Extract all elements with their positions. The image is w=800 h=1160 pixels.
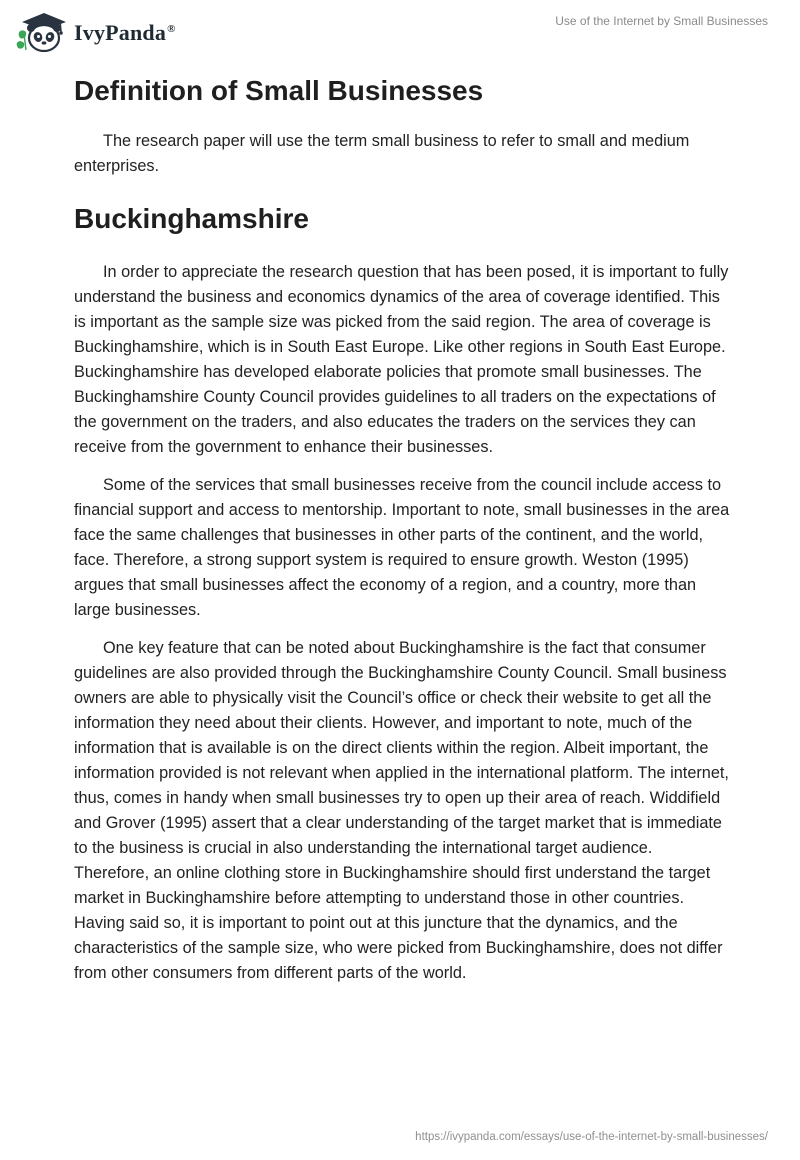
document-title: Use of the Internet by Small Businesses bbox=[555, 14, 768, 28]
page-header bbox=[0, 0, 800, 60]
section-heading: Definition of Small Businesses bbox=[74, 75, 484, 106]
paragraph: One key feature that can be noted about Buckinghamshire is the fact that consumer guidelines are also provided through the Buckinghamshire County Council. Small business owners are able to physically visit the Council’s office or check their website to get all the information they need about their clients. However, and important to note, much of the information that is available is on the direct clients within the region. Albeit important, the information provided is not relevant when applied in the international platform. The internet, thus, comes in handy when small businesses try to open up their area of reach. Widdifield and Grover (1995) assert that a clear understanding of the target market that is immediate to the business is crucial in also understanding the international target audience. Therefore, an online clothing store in Buckinghamshire should first understand the target market in Buckinghamshire before attempting to understand those in other countries. Having said so, it is important to point out at this juncture that the dynamics, and the characteristics of the sample size, who were picked from Buckinghamshire, does not differ from other consumers from different parts of the world. bbox=[74, 639, 729, 982]
brand-text: IvyPanda bbox=[74, 20, 167, 45]
registered-mark: ® bbox=[167, 22, 176, 35]
ivypanda-logo[interactable] bbox=[14, 8, 176, 54]
paragraph: The research paper will use the term small business to refer to small and medium enterprises. bbox=[74, 132, 690, 175]
section-heading: Buckinghamshire bbox=[74, 203, 309, 234]
paragraph: In order to appreciate the research question that has been posed, it is important to fully understand the business and economics dynamics of the area of coverage identified. This is important as the sample size was picked from the said region. The area of coverage is Buckinghamshire, which is in South East Europe. Like other regions in South East Europe. Buckinghamshire has developed elaborate policies that promote small businesses. The Buckinghamshire County Council provides guidelines to all traders on the expectations of the government on the traders, and also educates the traders on the services they can receive from the government to enhance their businesses. bbox=[74, 263, 729, 456]
brand-name bbox=[74, 20, 176, 46]
source-url-link[interactable]: https://ivypanda.com/essays/use-of-the-internet-by-small-businesses/ bbox=[415, 1131, 768, 1143]
paragraph: Some of the services that small businesses receive from the council include access to financial support and access to mentorship. Important to note, small businesses in the area face the same challenges that businesses in other parts of the continent, and the world, face. Therefore, a strong support system is required to ensure growth. Weston (1995) argues that small businesses affect the economy of a region, and a country, more than large businesses. bbox=[74, 476, 730, 619]
essay-content bbox=[74, 73, 730, 999]
graduation-cap-panda-icon bbox=[14, 8, 70, 54]
